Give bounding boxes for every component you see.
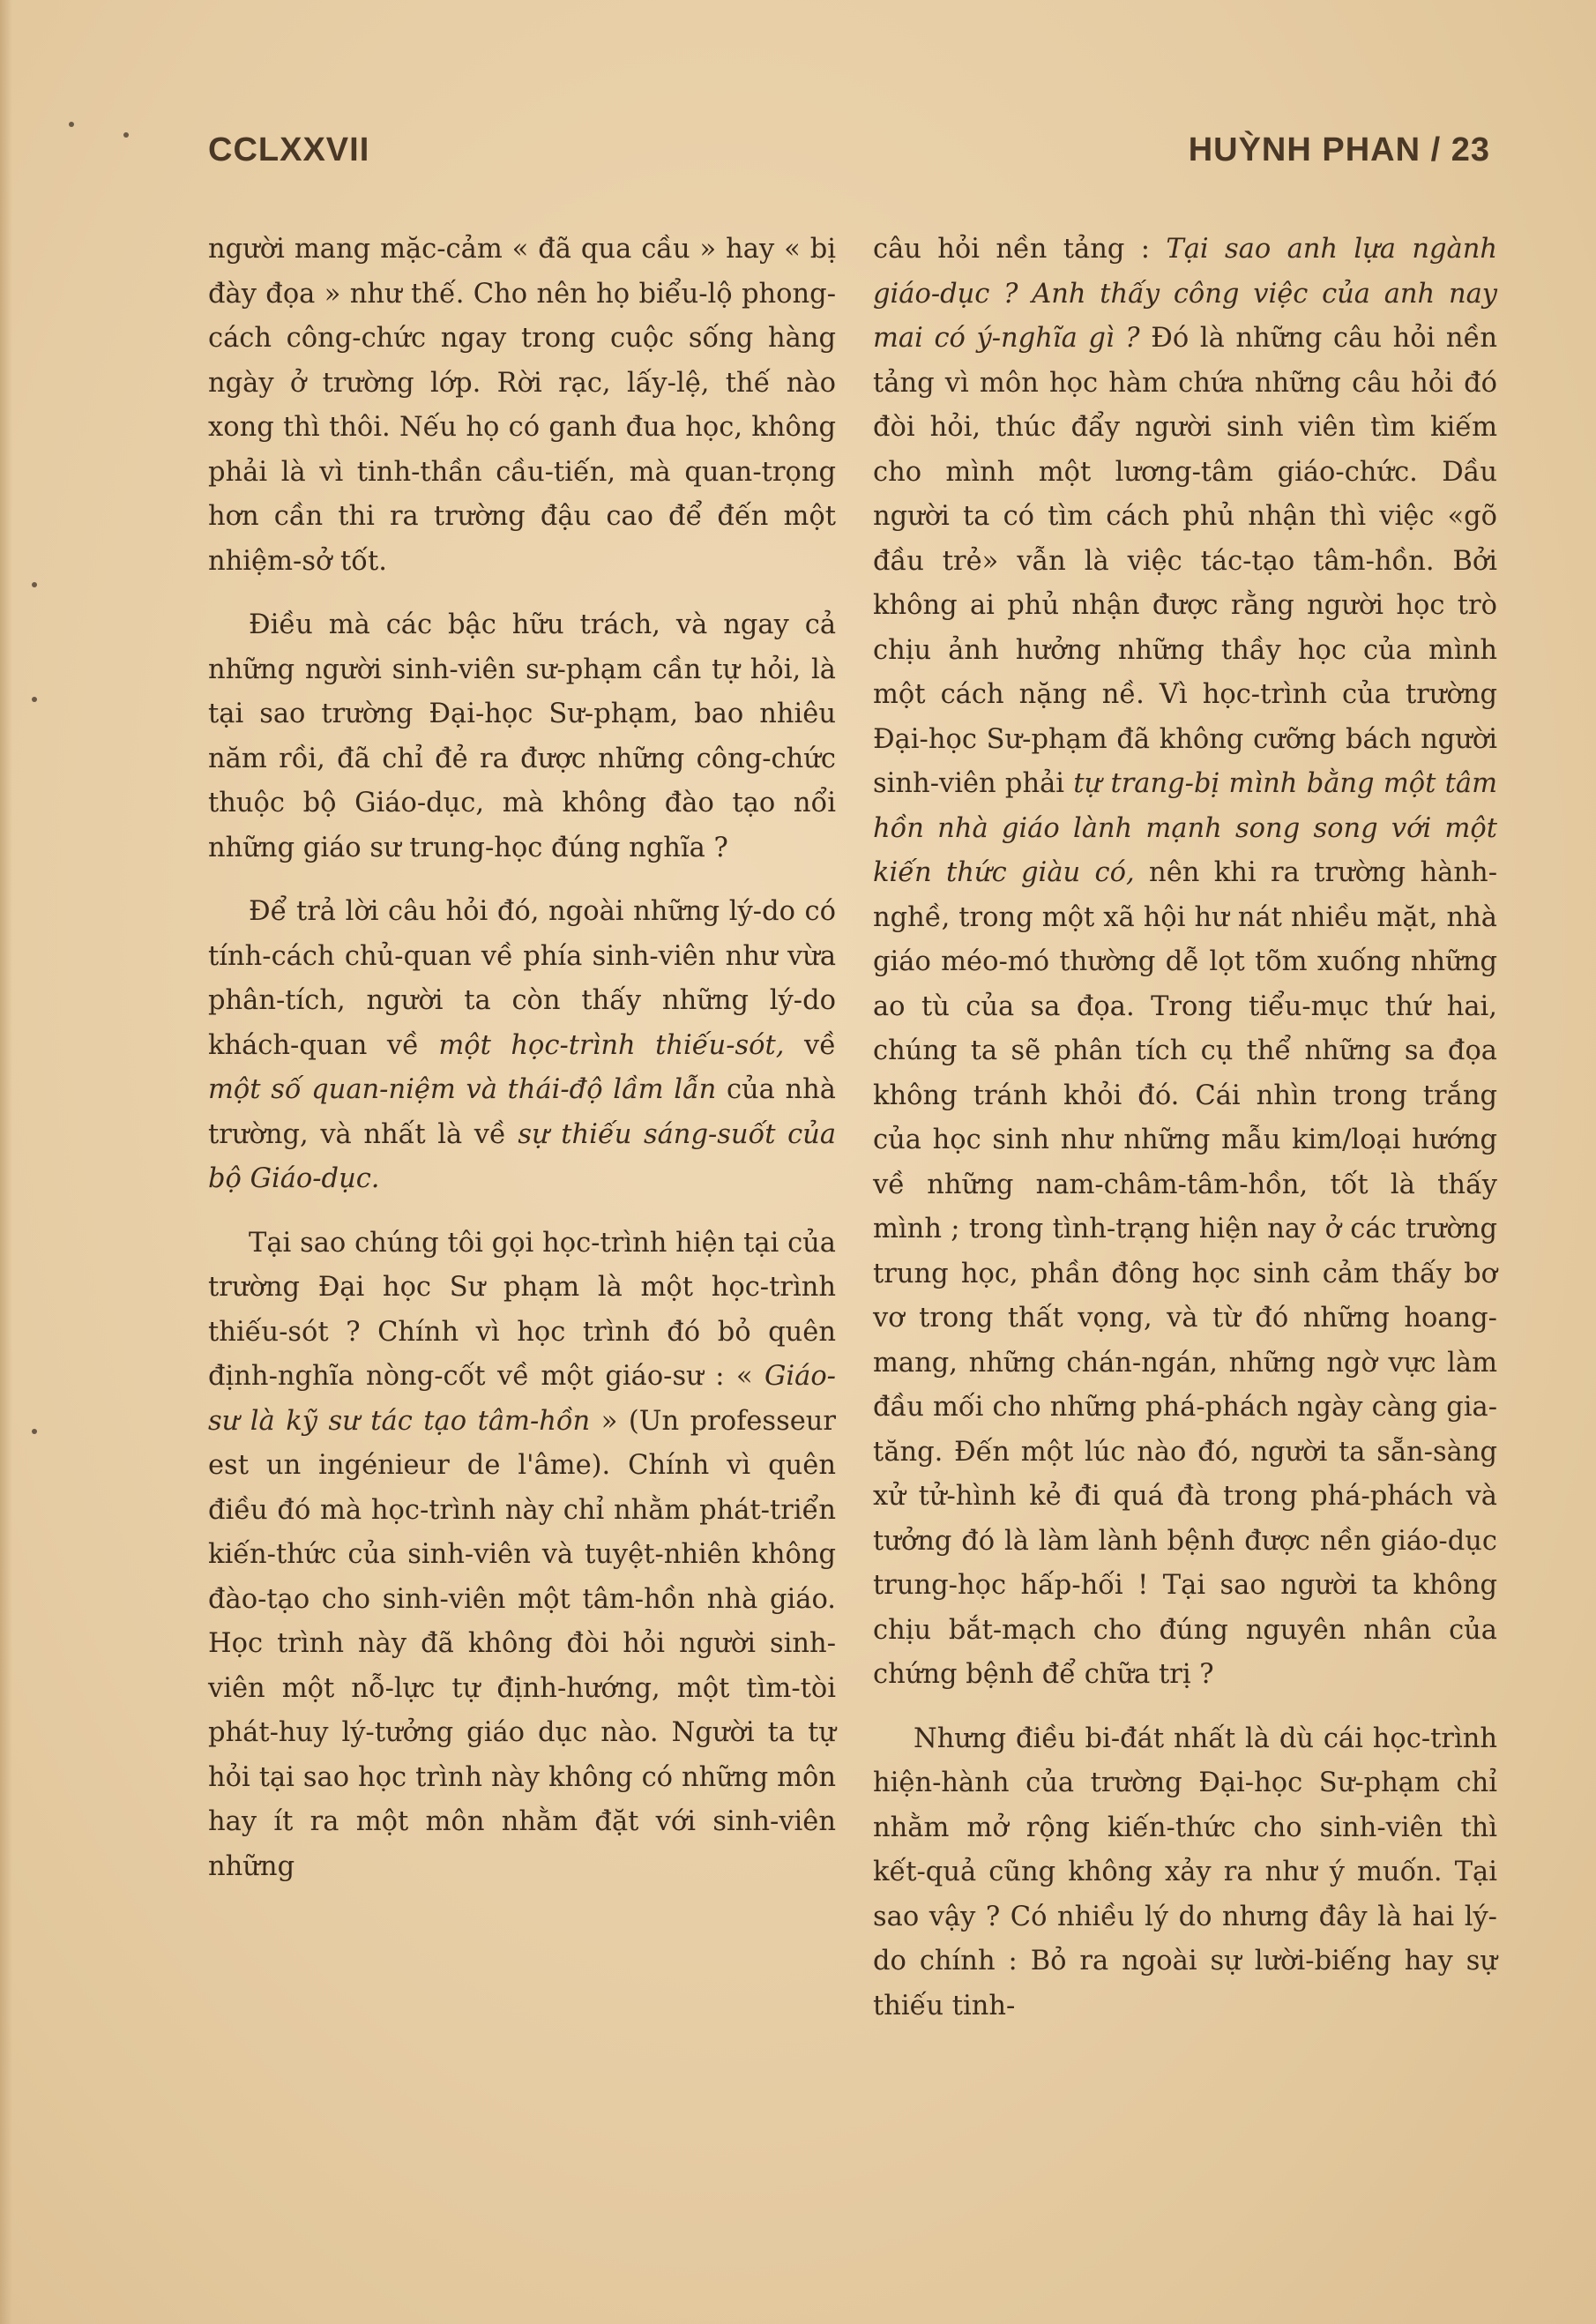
page-edge-shadow bbox=[0, 0, 12, 2324]
italic-text: một số quan-niệm và thái-độ lầm lẫn bbox=[208, 1074, 717, 1105]
paragraph bbox=[208, 890, 836, 1202]
continued-paragraph bbox=[873, 228, 1497, 1698]
continued-paragraph: người mang mặc-cảm « đã qua cầu » hay « bị đày đọa » như thế. Cho nên họ biểu-lộ phong-cách công-chức ngay trong cuộc sống hàng ngày ở trường lớp. Rời rạc, lấy-lệ, thế nào xong thì thôi. Nếu họ có ganh đua học, không phải là vì tinh-thần cầu-tiến, mà quan-trọng hơn cần thi ra trường đậu cao để đến một nhiệm-sở tốt. bbox=[208, 234, 836, 577]
text-run: Tại sao chúng tôi gọi học-trình hiện tại của trường Đại học Sư phạm là một học-trình thiếu-sót ? Chính vì học trình đó bỏ quên định-nghĩa nòng-cốt về một giáo-sư : « bbox=[208, 1227, 836, 1392]
text-run: về bbox=[784, 1029, 836, 1061]
chapter-number: CCLXXVII bbox=[208, 131, 370, 168]
punch-hole-mark bbox=[32, 582, 37, 587]
author-page-number: HUỲNH PHAN / 23 bbox=[1188, 131, 1490, 168]
italic-text: một học-trình thiếu-sót, bbox=[438, 1029, 785, 1061]
italic-text: Tại sao anh lựa ngành giáo-dục ? Anh thấy công việc của anh nay mai có ý-nghĩa gì ? bbox=[873, 234, 1497, 354]
italic-text: Giáo-sư là kỹ sư tác tạo tâm-hồn bbox=[208, 1361, 836, 1437]
paragraph: Nhưng điều bi-đát nhất là dù cái học-trình hiện-hành của trường Đại-học Sư-phạm chỉ nhằm mở rộng kiến-thức cho sinh-viên thì kết-quả cũng không xảy ra như ý muốn. Tại sao vậy ? Có nhiều lý do nhưng đây là hai lý-do chính : Bỏ ra ngoài sự lười-biếng hay sự thiếu tinh- bbox=[873, 1722, 1497, 2021]
punch-hole-mark bbox=[69, 122, 74, 127]
punch-hole-mark bbox=[32, 697, 37, 702]
running-header bbox=[208, 123, 1490, 176]
text-run: câu hỏi nền tảng : bbox=[873, 234, 1167, 265]
paragraph: Điều mà các bậc hữu trách, và ngay cả những người sinh-viên sư-phạm cần tự hỏi, là tại sao trường Đại-học Sư-phạm, bao nhiêu năm rồi, đã chỉ đẻ ra được những công-chức thuộc bộ Giáo-dục, mà không đào tạo nổi những giáo sư trung-học đúng nghĩa ? bbox=[208, 609, 836, 863]
text-run: Để trả lời câu hỏi đó, ngoài những lý-do có tính-cách chủ-quan về phía sinh-viên như vừa phân-tích, người ta còn thấy những lý-do khách-quan về bbox=[208, 896, 836, 1061]
right-column bbox=[873, 228, 1497, 2048]
punch-hole-mark bbox=[123, 132, 129, 138]
text-run: » (Un professeur est un ingénieur de l'âme). Chính vì quên điều đó mà học-trình này chỉ nhằm phát-triển kiến-thức của sinh-viên và tuyệt-nhiên không đào-tạo cho sinh-viên một tâm-hồn nhà giáo. Học trình này đã không đòi hỏi người sinh-viên một nỗ-lực tự định-hướng, một tìm-tòi phát-huy lý-tưởng giáo dục nào. Người ta tự hỏi tại sao học trình này không có những môn hay ít ra một môn nhằm đặt với sinh-viên những bbox=[208, 1405, 836, 1882]
italic-text: sự thiếu sáng-suốt của bộ Giáo-dục. bbox=[208, 1118, 837, 1194]
text-run: Đó là những câu hỏi nền tảng vì môn học hàm chứa những câu hỏi đó đòi hỏi, thúc đẩy người sinh viên tìm kiếm cho mình một lương-tâm giáo-chức. Dầu người ta có tìm cách phủ nhận thì việc «gõ đầu trẻ» vẫn là việc tác-tạo tâm-hồn. Bởi không ai phủ nhận được rằng người học trò chịu ảnh hưởng những thầy học của mình một cách nặng nề. Vì học-trình của trường Đại-học Sư-phạm đã không cưỡng bách người sinh-viên phải bbox=[873, 323, 1497, 799]
text-run: nên khi ra trường hành-nghề, trong một xã hội hư nát nhiều mặt, nhà giáo méo-mó thường dễ lọt tõm xuống những ao tù của sa đọa. Trong tiểu-mục thứ hai, chúng ta sẽ phân tích cụ thể những sa đọa không tránh khỏi đó. Cái nhìn trong trắng của học sinh như những mẫu kim/loại hướng về những nam-châm-tâm-hồn, tốt là thấy mình ; trong tình-trạng hiện nay ở các trường trung học, phần đông học sinh cảm thấy bơ vơ trong thất vọng, và từ đó những hoang-mang, những chán-ngán, những ngờ vực làm đầu mối cho những phá-phách ngày càng gia-tăng. Đến một lúc nào đó, người ta sẵn-sàng xử tử-hình kẻ đi quá đà trong phá-phách và tưởng đó là làm lành bệnh được nền giáo-dục trung-học hấp-hối ! Tại sao người ta không chịu bắt-mạch cho đúng nguyên nhân của chứng bệnh để chữa trị ? bbox=[873, 857, 1497, 1690]
punch-hole-mark bbox=[32, 1429, 37, 1434]
paragraph bbox=[208, 1222, 836, 1890]
left-column bbox=[208, 228, 836, 1909]
text-run: của nhà trường, và nhất là về bbox=[208, 1074, 836, 1150]
italic-text: tự trang-bị mình bằng một tâm hồn nhà giáo lành mạnh song song với một kiến thức giàu có, bbox=[873, 768, 1497, 888]
